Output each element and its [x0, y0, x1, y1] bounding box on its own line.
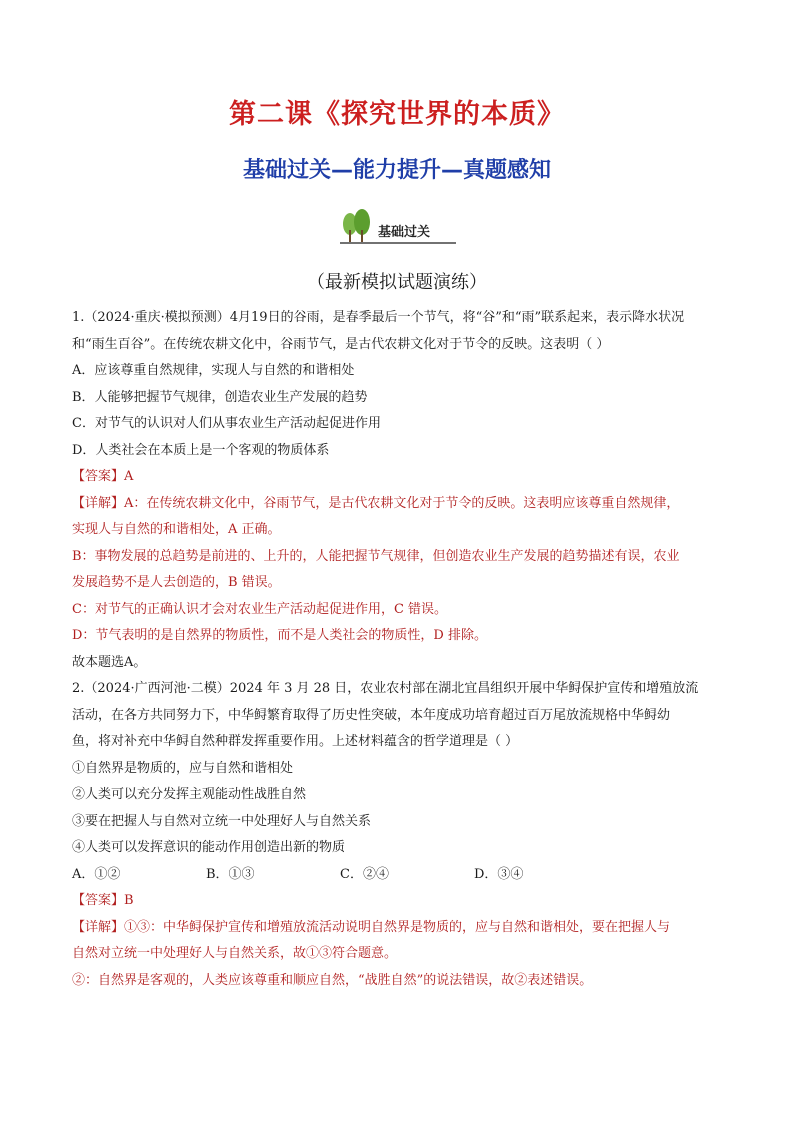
q1-option-a: A．应该尊重自然规律，实现人与自然的和谐相处 — [72, 363, 355, 378]
q1-detail-label: 【详解】 — [72, 495, 125, 511]
q2-detail-text: ①③：中华鲟保护宣传和增殖放流活动说明自然界是物质的，应与自然和谐相处，要在把握人与 — [124, 919, 671, 935]
q1-detail-c: C：对节气的正确认识才会对农业生产活动起促进作用，C 错误。 — [72, 601, 448, 617]
q2-stem-line: 活动，在各方共同努力下，中华鲟繁育取得了历史性突破，本年度成功培育超过百万尾放流规格中华鲟幼 — [72, 707, 671, 723]
q1-option-b: B．人能够把握节气规律，创造农业生产发展的趋势 — [72, 389, 368, 405]
q2-options — [72, 862, 727, 889]
q1-answer: 【答案】A — [72, 469, 134, 484]
section-badge-label: 基础过关 — [378, 225, 431, 240]
page-subtitle: 基础过关—能力提升—真题感知 — [242, 158, 551, 183]
q1-detail-b-cont: 发展趋势不是人去创造的，B 错误。 — [72, 575, 281, 590]
q1-detail-a — [72, 491, 727, 518]
q2-statement-2: ②人类可以充分发挥主观能动性战胜自然 — [72, 787, 307, 802]
q2-option-d: D．③④ — [474, 866, 524, 882]
q1-option-d: D．人类社会在本质上是一个客观的物质体系 — [72, 442, 330, 458]
q2-statement-3: ③要在把握人与自然对立统一中处理好人与自然关系 — [72, 813, 372, 829]
question-2 — [72, 676, 727, 994]
q2-option-b: B．①③ — [206, 866, 255, 882]
q1-detail-text: A：在传统农耕文化中，谷雨节气，是古代农耕文化对于节令的反映。这表明应该尊重自然规律， — [124, 495, 680, 511]
question-content — [72, 305, 727, 994]
q2-option-c: C．②④ — [340, 866, 389, 882]
q2-option-a: A．①② — [72, 866, 121, 882]
q1-stem-line: 1.（2024·重庆·模拟预测）4月19日的谷雨，是春季最后一个节气，将“谷”和“雨”联系起来，表示降水状况 — [72, 310, 685, 325]
q1-detail-b: B：事物发展的总趋势是前进的、上升的，人能把握节气规律，但创造农业生产发展的趋势描述有误，农业 — [72, 548, 680, 564]
q1-conclusion: 故本题选A。 — [72, 654, 147, 670]
section-note: （最新模拟试题演练） — [307, 272, 487, 293]
q2-stem-line: 鱼，将对补充中华鲟自然种群发挥重要作用。上述材料蕴含的哲学道理是（ ） — [72, 734, 519, 749]
page-title: 第二课《探究世界的本质》 — [229, 99, 565, 130]
q2-answer: 【答案】B — [72, 893, 134, 908]
question-1 — [72, 305, 727, 676]
q1-option-c: C．对节气的认识对人们从事农业生产活动起促进作用 — [72, 416, 381, 431]
q2-statement-1: ①自然界是物质的，应与自然和谐相处 — [72, 760, 294, 776]
q1-detail-d: D：节气表明的是自然界的物质性，而不是人类社会的物质性，D 排除。 — [72, 628, 487, 643]
q2-detail-1-cont: 自然对立统一中处理好人与自然关系，故①③符合题意。 — [72, 946, 398, 961]
q1-detail-a-cont: 实现人与自然的和谐相处，A 正确。 — [72, 522, 281, 537]
q2-detail-2: ②：自然界是客观的，人类应该尊重和顺应自然，“战胜自然”的说法错误，故②表述错误。 — [72, 972, 593, 988]
q1-stem-line: 和“雨生百谷”。在传统农耕文化中，谷雨节气，是古代农耕文化对于节令的反映。这表明（ ） — [72, 336, 610, 352]
q2-detail-1 — [72, 915, 727, 942]
q2-stem-line: 2.（2024·广西河池·二模）2024 年 3 月 28 日，农业农村部在湖北宜昌组织开展中华鲟保护宣传和增殖放流 — [72, 681, 699, 696]
q2-detail-label: 【详解】 — [72, 919, 125, 935]
q2-statement-4: ④人类可以发挥意识的能动作用创造出新的物质 — [72, 840, 346, 855]
section-badge — [336, 208, 460, 246]
